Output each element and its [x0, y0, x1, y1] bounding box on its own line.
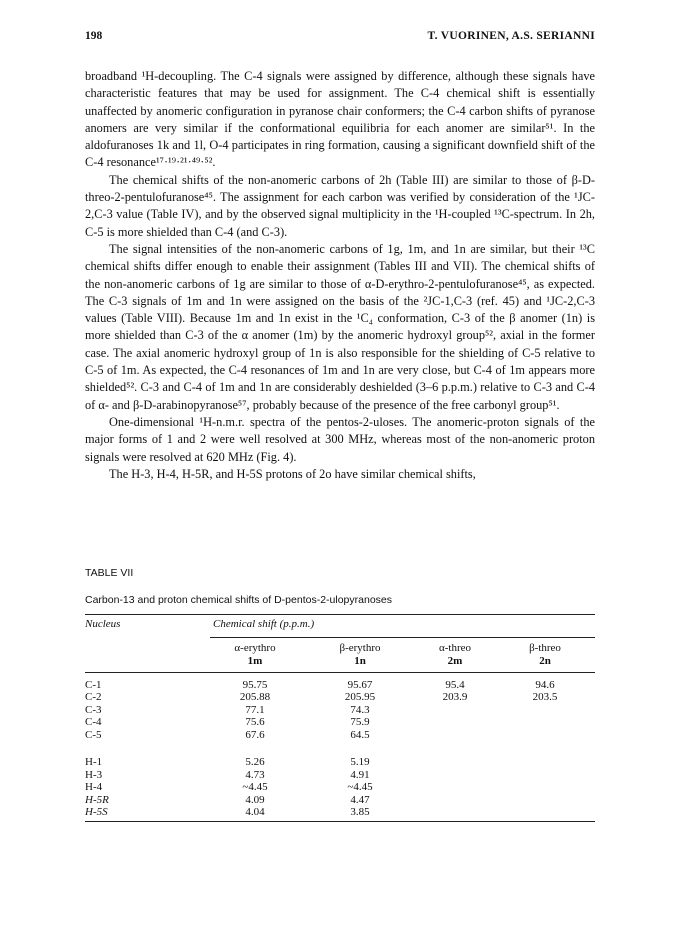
value-cell: 64.5: [350, 728, 370, 741]
table-row: [85, 691, 595, 704]
value-cell: 5.26: [245, 756, 265, 768]
col-shift-header: Chemical shift (p.p.m.): [213, 618, 315, 630]
compound-id: 2n: [539, 654, 551, 667]
compound-id: 1n: [354, 654, 366, 667]
nucleus-cell: H-5S: [85, 806, 108, 818]
value-cell: 203.5: [532, 691, 558, 703]
value-cell: ~4.45: [347, 781, 373, 793]
nucleus-cell: H-5R: [85, 793, 109, 806]
table-row: [85, 679, 595, 692]
proton-rows: [85, 756, 595, 819]
col-nucleus-header: Nucleus: [85, 618, 121, 630]
paragraph: broadband ¹H-decoupling. The C-4 signals were assigned by difference, although these signals have characteristic features that may be used for assignment. The C-4 chemical shift is essentially unaffected by anomeric configuration in pyranose chair conformers; the C-4 carbon shifts of pyranose anomers are very similar if the conformational equilibria for each anomer are similar⁵¹. In the aldofuranoses 1k and 1l, O-4 participates in ring formation, causing a significant downfield shift of the C-4 resonance¹⁷·¹⁹·²¹·⁴⁹·⁵².: [85, 69, 595, 170]
value-cell: [415, 794, 495, 807]
value-cell: 4.73: [245, 768, 265, 781]
paragraph: The chemical shifts of the non-anomeric carbons of 2h (Table III) are similar to those of β-D-threo-2-pentulofuranose⁴⁵. The assignment for each carbon was verified by consideration of the ¹JC-2,C-3 value (Table IV), and by the observed signal multiplicity in the ¹H-coupled ¹³C-spectrum. In 2h, C-5 is more shielded than C-4 (and C-3).: [85, 172, 595, 239]
table-row: [85, 769, 595, 782]
value-cell: 67.6: [245, 728, 265, 741]
value-cell: 5.19: [350, 756, 370, 768]
value-cell: [495, 806, 595, 819]
value-cell: 3.85: [350, 806, 370, 818]
value-cell: 77.1: [245, 703, 265, 716]
value-cell: 4.09: [245, 793, 265, 806]
table-header-rule: [85, 672, 595, 673]
nucleus-cell: C-5: [85, 728, 102, 741]
compound-header-table: [85, 638, 595, 669]
value-cell: [415, 716, 495, 729]
value-cell: 95.4: [445, 678, 465, 691]
paragraph: The H-3, H-4, H-5R, and H-5S protons of 2o have similar chemical shifts,: [109, 466, 476, 481]
table-row: [85, 756, 595, 769]
shift-table: [85, 615, 595, 637]
nucleus-cell: C-1: [85, 678, 102, 691]
compound-name: β-erythro: [339, 642, 381, 654]
nucleus-cell: H-4: [85, 781, 103, 793]
compound-name: β-threo: [529, 642, 561, 654]
table-row: [85, 794, 595, 807]
paragraph: The signal intensities of the non-anomeric carbons of 1g, 1m, and 1n are similar, but their ¹³C chemical shifts differ enough to enable their assignment (Tables III and VII). The chemical shifts of the non-anomeric carbons of 1g are similar to those of α-D-erythro-2-pentulofuranose⁴⁵, as expected. The C-3 signals of 1m and 1n were assigned on the basis of the ²JC-1,C-3 (ref. 45) and ¹JC-2,C-3 values (Table VIII). Because 1m and 1n exist in the ¹C₄ conformation, C-3 of the β anomer (1n) is more shielded than C-3 of the α anomer (1m) by the anomeric hydroxyl group⁵², axial in the former case. The axial anomeric hydroxyl group of 1n is also responsible for the shielding of C-5 relative to C-5 of 1m. As expected, the C-4 resonances of 1m and 1n are very close, but C-4 of 1m appears more shielded⁵². C-3 and C-4 of 1m and 1n are considerably deshielded (3–6 p.p.m.) relative to C-3 and C-4 of α- and β-D-arabinopyranose⁵⁷, probably because of the presence of the free carbonyl group⁵¹.: [85, 241, 595, 412]
value-cell: 4.04: [245, 806, 265, 818]
running-header: [85, 30, 595, 46]
compound-id: 1m: [247, 654, 263, 667]
value-cell: [415, 756, 495, 769]
compound-name: α-threo: [438, 642, 472, 654]
value-cell: [495, 769, 595, 782]
table-vii: [85, 567, 595, 822]
value-cell: [415, 769, 495, 782]
compound-name: α-erythro: [234, 642, 276, 654]
nucleus-cell: H-1: [85, 756, 103, 768]
value-cell: 94.6: [535, 678, 555, 691]
nucleus-cell: C-3: [85, 703, 102, 716]
value-cell: 203.9: [442, 691, 468, 703]
paragraph: One-dimensional ¹H-n.m.r. spectra of the pentos-2-uloses. The anomeric-proton signals of the major forms of 1 and 2 were well resolved at 300 MHz, whereas most of the non-anomeric proton signals were resolved at 620 MHz (Fig. 4).: [85, 414, 595, 464]
value-cell: [415, 781, 495, 794]
table-caption: Carbon-13 and proton chemical shifts of D-pentos-2-ulopyranoses: [85, 594, 392, 606]
value-cell: 95.75: [242, 678, 268, 691]
value-cell: 75.9: [350, 716, 370, 728]
value-cell: [495, 794, 595, 807]
value-cell: 205.88: [239, 691, 271, 703]
value-cell: 4.91: [350, 768, 370, 781]
running-authors: T. VUORINEN, A.S. SERIANNI: [427, 30, 595, 42]
body-text: [85, 68, 595, 483]
value-cell: [495, 704, 595, 717]
nucleus-cell: H-3: [85, 768, 103, 781]
value-cell: [415, 704, 495, 717]
compound-id: 2m: [447, 654, 463, 667]
page-number: 198: [85, 30, 103, 42]
table-row: [85, 716, 595, 729]
table-row: [85, 704, 595, 717]
value-cell: 75.6: [245, 716, 265, 728]
value-cell: [495, 729, 595, 742]
value-cell: 95.67: [347, 678, 373, 691]
value-cell: 74.3: [350, 703, 370, 716]
value-cell: [415, 806, 495, 819]
value-cell: 4.47: [350, 793, 370, 806]
nucleus-cell: C-2: [85, 691, 102, 703]
table-row: [85, 806, 595, 819]
table-bottom-rule: [85, 821, 595, 822]
table-label: TABLE VII: [85, 567, 134, 579]
value-cell: [415, 729, 495, 742]
value-cell: 205.95: [344, 691, 376, 703]
table-row: [85, 781, 595, 794]
value-cell: [495, 756, 595, 769]
value-cell: [495, 781, 595, 794]
nucleus-cell: C-4: [85, 716, 102, 728]
value-cell: [495, 716, 595, 729]
value-cell: ~4.45: [242, 781, 268, 793]
carbon-rows: [85, 679, 595, 742]
table-row: [85, 729, 595, 742]
